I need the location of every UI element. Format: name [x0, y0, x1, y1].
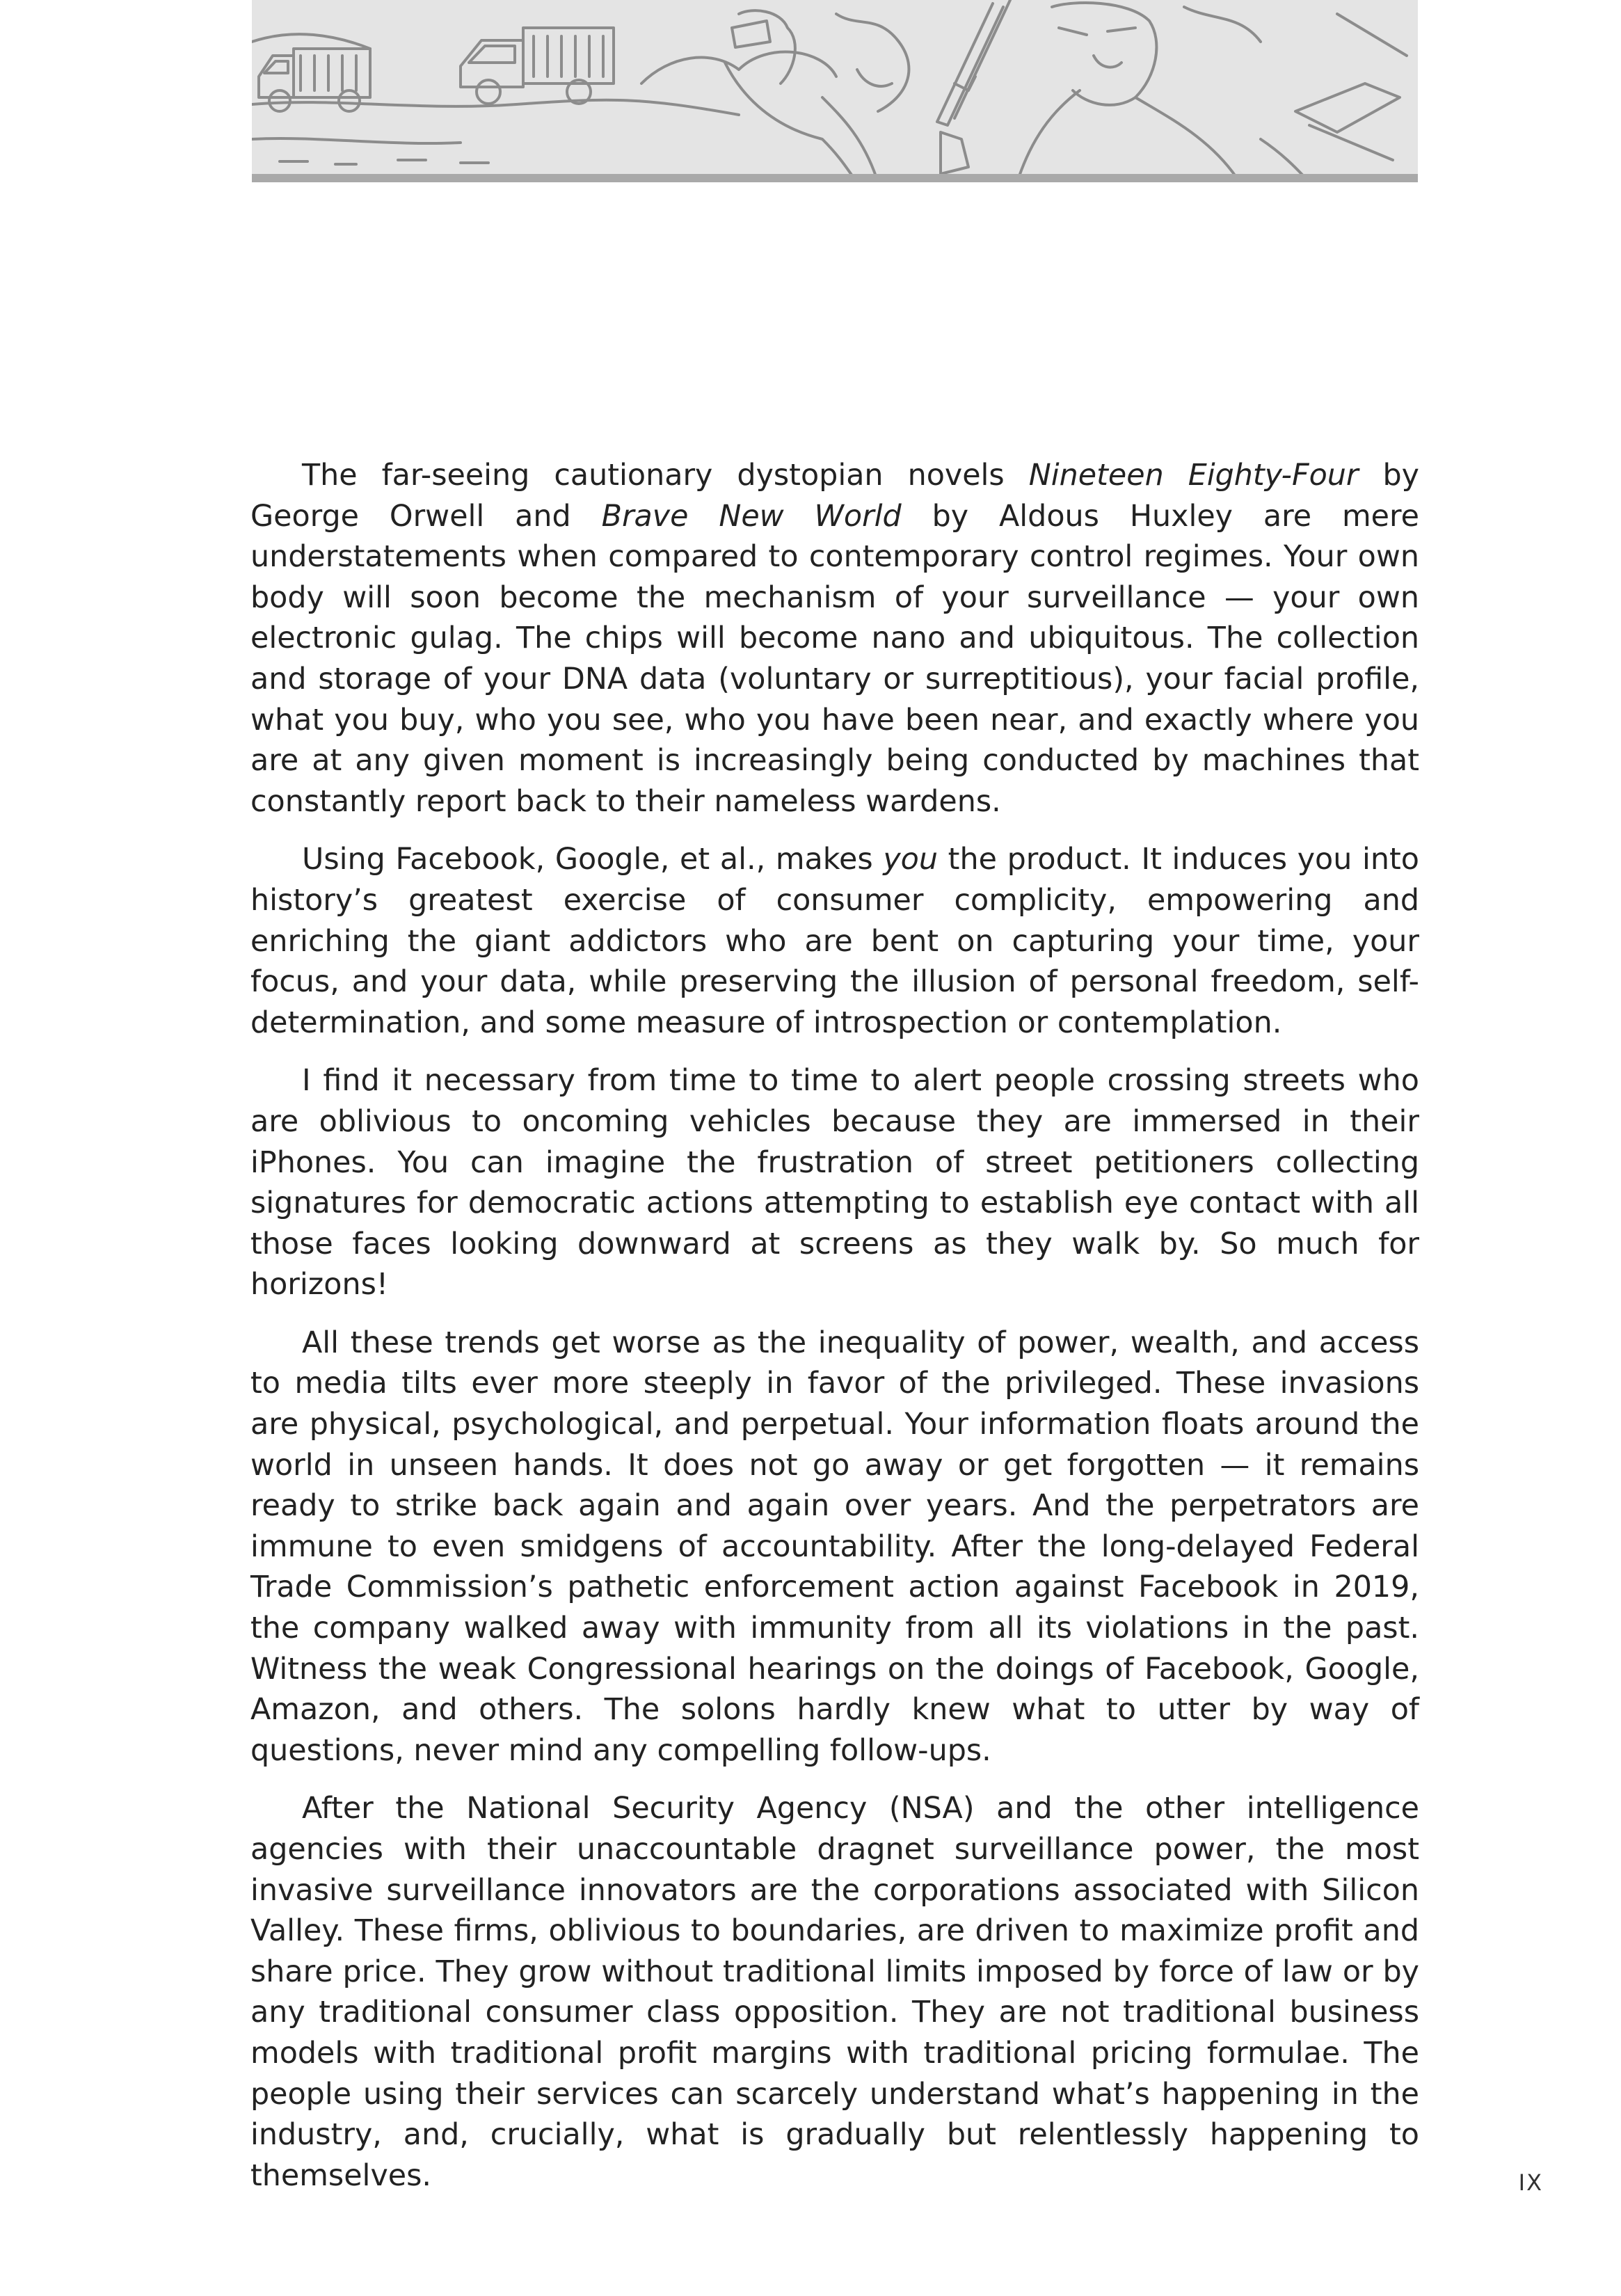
text-run: by Aldous Huxley are mere understatements when compared to contemporary control regimes. Your own body will soon become the mechanism of your surveillance — your own electronic gulag. The chips will become nano and ubiquitous. The collection and storage of your DNA data (voluntary or surreptitious), your facial profile, what you buy, who you see, who you have been near, and exactly where you are at any given moment is increasingly being conducted by machines that constantly report back to their nameless wardens.: [250, 498, 1419, 819]
illustration-art: [252, 0, 1418, 182]
paragraph: [250, 839, 1419, 1043]
rifle-icon: [937, 0, 1010, 174]
soldier-figure: [725, 10, 909, 182]
paragraph: After the National Security Agency (NSA) and the other intelligence agencies with their unaccountable dragnet surveillance power, the most invasive surveillance innovators are the corporations associated with Silicon Valley. These firms, oblivious to boundaries, are driven to maximize profit and share price. They grow without traditional limits imposed by force of law or by any traditional consumer class opposition. They are not traditional business models with traditional profit margins with traditional pricing formulae. The people using their services can scarcely understand what’s happening in the industry, and, crucially, what is gradually but relentlessly happening to themselves.: [250, 1791, 1419, 2193]
paragraph: [250, 455, 1419, 822]
book-title: Brave New World: [601, 498, 902, 534]
text-run: The far-seeing cautionary dystopian novels: [302, 458, 1029, 493]
truck-icon: [461, 28, 614, 104]
page-number: IX: [1518, 2169, 1543, 2196]
paragraph: I find it necessary from time to time to alert people crossing streets who are oblivious to oncoming vehicles because they are immersed in their iPhones. You can imagine the frustration of street petitioners collecting signatures for democratic actions attempting to establish eye contact with all those faces looking downward at screens as they walk by. So much for horizons!: [250, 1063, 1419, 1302]
book-title: Nineteen Eighty-Four: [1028, 458, 1359, 493]
text-run: Using Facebook, Google, et al., makes: [302, 842, 884, 877]
illustration-rule: [252, 174, 1418, 182]
paragraph: All these trends get worse as the inequality of power, wealth, and access to media tilts ever more steeply in favor of the privileged. These invasions are physical, psychological, and perpetual. Your information floats around the world in unseen hands. It does not go away or get forgotten — it remains ready to strike back again and again over years. And the perpetrators are immune to even smidgens of accountability. After the long-delayed Federal Trade Commission’s pathetic enforcement action against Facebook in 2019, the company walked away with immunity from all its violations in the past. Witness the weak Congressional hearings on the doings of Facebook, Google, Amazon, and others. The solons hardly knew what to utter by way of questions, never mind any compelling follow-ups.: [250, 1325, 1419, 1768]
text-run: the product. It induces you into history’s greatest exercise of consumer complicity, empowering and enriching the giant addictors who are bent on capturing your time, your focus, and your data, while preserving the illusion of personal freedom, self-determination, and some measure of introspection or contemplation.: [250, 842, 1419, 1040]
header-illustration: [252, 0, 1418, 182]
text-run: by George Orwell and: [250, 458, 1419, 534]
helmeted-figure: [1017, 3, 1261, 182]
emphasis: you: [883, 842, 938, 877]
body-text: [250, 455, 1419, 2213]
